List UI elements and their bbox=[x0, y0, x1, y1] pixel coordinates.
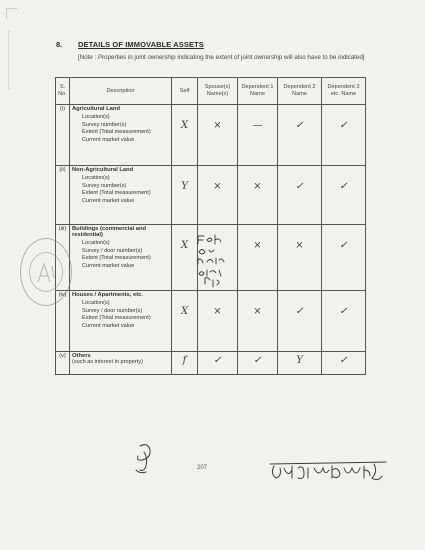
cell-self bbox=[172, 291, 198, 352]
handwritten-mark: ✓ bbox=[339, 120, 348, 131]
row-item: Survey number(s) bbox=[82, 121, 127, 128]
cell-dependent-1 bbox=[238, 352, 278, 375]
table-row bbox=[56, 352, 366, 375]
scan-edge-mark bbox=[8, 30, 9, 90]
cell-dependent-1 bbox=[238, 291, 278, 352]
header-description: Description bbox=[70, 78, 172, 105]
row-sno: (v) bbox=[56, 352, 70, 375]
handwritten-mark: X bbox=[180, 240, 189, 251]
row-category: Agricultural Land bbox=[72, 106, 120, 112]
cell-self bbox=[172, 105, 198, 166]
handwritten-mark: × bbox=[213, 120, 222, 131]
handwritten-mark: ✓ bbox=[339, 181, 348, 192]
handwritten-mark: ✓ bbox=[295, 181, 304, 192]
handwritten-mark: × bbox=[213, 306, 222, 317]
row-sno: (i) bbox=[56, 105, 70, 166]
table-row bbox=[56, 166, 366, 225]
header-dependent-2: Dependent 2 Name bbox=[278, 78, 322, 105]
cell-dependent-1 bbox=[238, 105, 278, 166]
row-item: Extent (Total measurement) bbox=[82, 255, 151, 262]
handwritten-mark: X bbox=[180, 120, 189, 131]
header-self: Self bbox=[172, 78, 198, 105]
cell-dependent-3 bbox=[322, 105, 366, 166]
header-spouse: Spouse(s) Name(s) bbox=[198, 78, 238, 105]
row-item: Current market value bbox=[82, 322, 135, 329]
section-title: DETAILS OF IMMOVABLE ASSETS bbox=[78, 40, 204, 49]
section-note: [Note : Properties in joint ownership indicating the extent of joint ownership will also have to be indicated] bbox=[78, 54, 365, 61]
table-header-row bbox=[56, 78, 366, 105]
cell-dependent-2 bbox=[278, 105, 322, 166]
row-item: Location(s) bbox=[82, 300, 110, 306]
handwritten-note-scribble bbox=[195, 232, 229, 292]
handwritten-mark: ✓ bbox=[253, 355, 262, 366]
cell-dependent-3 bbox=[322, 166, 366, 225]
handwritten-mark: × bbox=[213, 181, 222, 192]
row-item: Location(s) bbox=[82, 114, 110, 120]
row-description bbox=[70, 291, 172, 352]
row-item: Location(s) bbox=[82, 175, 110, 181]
handwritten-mark: X bbox=[180, 306, 189, 317]
row-item: Survey number(s) bbox=[82, 182, 127, 189]
row-item: Location(s) bbox=[82, 240, 110, 246]
scan-corner-mark bbox=[6, 8, 17, 19]
row-description bbox=[70, 352, 172, 375]
handwritten-mark: × bbox=[253, 240, 262, 251]
table-row bbox=[56, 105, 366, 166]
cell-spouse bbox=[198, 166, 238, 225]
cell-dependent-3 bbox=[322, 291, 366, 352]
row-category: Others bbox=[72, 353, 91, 359]
cell-dependent-2 bbox=[278, 352, 322, 375]
handwritten-mark: f bbox=[182, 355, 187, 366]
handwritten-mark: × bbox=[295, 240, 304, 251]
cell-spouse bbox=[198, 352, 238, 375]
header-dependent-1: Dependent 1 Name bbox=[238, 78, 278, 105]
row-item: Current market value bbox=[82, 262, 135, 269]
cell-dependent-3 bbox=[322, 352, 366, 375]
cell-dependent-2 bbox=[278, 166, 322, 225]
row-item: (such as interest in property) bbox=[72, 359, 143, 365]
handwritten-mark: Y bbox=[296, 355, 303, 366]
immovable-assets-table bbox=[55, 77, 366, 375]
cell-self bbox=[172, 225, 198, 291]
cell-dependent-1 bbox=[238, 225, 278, 291]
handwritten-mark: ✓ bbox=[213, 355, 222, 366]
row-item: Extent (Total measurement) bbox=[82, 129, 151, 136]
page-number: 207 bbox=[197, 465, 208, 471]
row-sno: (iv) bbox=[56, 291, 70, 352]
table-row bbox=[56, 291, 366, 352]
row-sno: (iii) bbox=[56, 225, 70, 291]
row-description bbox=[70, 166, 172, 225]
handwritten-mark: × bbox=[253, 181, 262, 192]
cell-spouse bbox=[198, 291, 238, 352]
handwritten-signature bbox=[268, 458, 388, 488]
cell-dependent-1 bbox=[238, 166, 278, 225]
cell-dependent-2 bbox=[278, 225, 322, 291]
cell-spouse bbox=[198, 105, 238, 166]
cell-self bbox=[172, 352, 198, 375]
handwritten-mark: ✓ bbox=[339, 306, 348, 317]
row-description bbox=[70, 105, 172, 166]
handwritten-mark: ✓ bbox=[295, 120, 304, 131]
row-item: Survey / door number(s) bbox=[82, 307, 143, 314]
handwritten-mark: × bbox=[253, 306, 262, 317]
row-item: Current market value bbox=[82, 136, 135, 143]
section-number: 8. bbox=[56, 40, 63, 49]
seal-emblem-icon bbox=[30, 258, 60, 288]
handwritten-initial bbox=[130, 440, 162, 478]
cell-self bbox=[172, 166, 198, 225]
header-sno: S. No. bbox=[56, 78, 70, 105]
handwritten-mark: Y bbox=[181, 181, 188, 192]
cell-dependent-3 bbox=[322, 225, 366, 291]
header-dependent-3: Dependent 3 etc. Name bbox=[322, 78, 366, 105]
row-category: Buildings (commercial and residential) bbox=[72, 226, 147, 238]
row-item: Survey / door number(s) bbox=[82, 247, 143, 254]
handwritten-mark: ✓ bbox=[295, 306, 304, 317]
handwritten-mark: ✓ bbox=[339, 240, 348, 251]
row-item: Extent (Total measurement) bbox=[82, 315, 151, 322]
handwritten-mark: ✓ bbox=[339, 355, 348, 366]
row-sno: (ii) bbox=[56, 166, 70, 225]
row-category: Non-Agricultural Land bbox=[72, 167, 134, 173]
cell-dependent-2 bbox=[278, 291, 322, 352]
row-item: Extent (Total measurement) bbox=[82, 190, 151, 197]
handwritten-mark: — bbox=[252, 120, 263, 131]
row-description bbox=[70, 225, 172, 291]
row-category: Houses / Apartments, etc. bbox=[72, 292, 143, 298]
row-item: Current market value bbox=[82, 197, 135, 204]
